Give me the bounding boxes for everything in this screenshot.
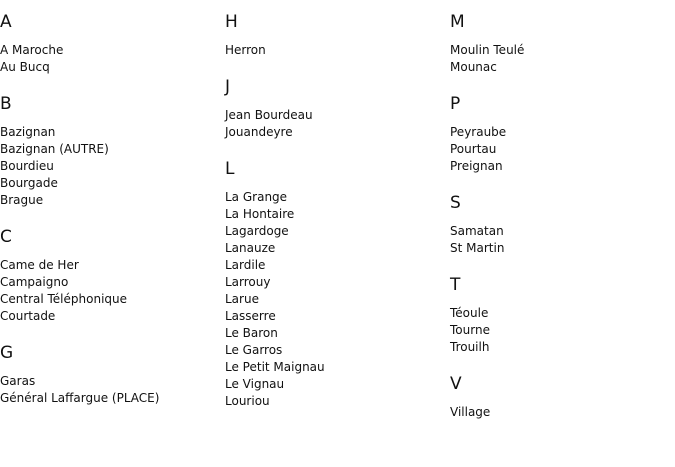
street-link[interactable]: Larue [225,292,259,306]
street-link[interactable]: Herron [225,43,266,57]
street-list [450,42,675,76]
street-link[interactable]: Le Baron [225,326,278,340]
letter-group-v [450,374,675,421]
street-link[interactable]: Bazignan (AUTRE) [0,142,109,156]
letter-group-j [225,77,450,141]
letter-heading: P [450,94,461,114]
letter-heading: G [0,343,14,363]
street-link[interactable]: Moulin Teulé [450,43,525,57]
letter-group-l [225,159,450,410]
street-link[interactable]: Pourtau [450,142,497,156]
letter-heading: H [225,12,238,32]
street-list [0,257,225,325]
street-link[interactable]: Lanauze [225,241,276,255]
letter-group-s [450,193,675,257]
street-link[interactable]: Came de Her [0,258,79,272]
street-link[interactable]: Courtade [0,309,56,323]
street-link[interactable]: Central Téléphonique [0,292,128,306]
street-link[interactable]: Bazignan [0,125,56,139]
street-link[interactable]: Lasserre [225,309,276,323]
street-link[interactable]: La Grange [225,190,288,204]
street-list [0,124,225,209]
street-link[interactable]: Mounac [450,60,497,74]
column-1 [0,0,225,425]
street-link[interactable]: Peyraube [450,125,507,139]
street-link[interactable]: Samatan [450,224,504,238]
street-list [450,404,675,421]
street-link[interactable]: Le Vignau [225,377,285,391]
column-3 [450,0,675,439]
letter-heading: C [0,227,12,247]
street-link[interactable]: Téoule [450,306,489,320]
street-link[interactable]: Général Laffargue (PLACE) [0,391,160,405]
street-list [225,107,450,141]
street-list [450,223,675,257]
street-list [0,373,225,407]
street-link[interactable]: Preignan [450,159,503,173]
street-link[interactable]: Jean Bourdeau [225,108,313,122]
letter-group-b [0,94,225,209]
street-link[interactable]: Au Bucq [0,60,50,74]
street-link[interactable]: Village [450,405,491,419]
letter-group-t [450,275,675,356]
letter-group-a [0,12,225,76]
street-link[interactable]: Brague [0,193,44,207]
letter-heading: V [450,374,462,394]
column-2 [225,0,450,428]
street-link[interactable]: Le Garros [225,343,283,357]
letter-heading: J [225,77,231,97]
letter-heading: S [450,193,461,213]
street-list [450,124,675,175]
street-link[interactable]: La Hontaire [225,207,295,221]
street-link[interactable]: Larrouy [225,275,271,289]
street-link[interactable]: Jouandeyre [225,125,293,139]
street-link[interactable]: Campaigno [0,275,69,289]
street-link[interactable]: Garas [0,374,36,388]
letter-group-c [0,227,225,325]
street-link[interactable]: Le Petit Maignau [225,360,325,374]
street-link[interactable]: Tourne [450,323,490,337]
letter-heading: T [450,275,461,295]
street-link[interactable]: Louriou [225,394,270,408]
street-link[interactable]: Trouilh [450,340,490,354]
letter-heading: A [0,12,12,32]
street-list [0,42,225,76]
street-list [450,305,675,356]
street-link[interactable]: Bourgade [0,176,58,190]
street-list [225,189,450,410]
street-link[interactable]: A Maroche [0,43,64,57]
street-link[interactable]: Lardile [225,258,266,272]
letter-heading: B [0,94,12,114]
street-link[interactable]: St Martin [450,241,505,255]
letter-heading: L [225,159,235,179]
letter-group-h [225,12,450,59]
letter-heading: M [450,12,465,32]
street-list [225,42,450,59]
letter-group-p [450,94,675,175]
street-link[interactable]: Lagardoge [225,224,289,238]
street-link[interactable]: Bourdieu [0,159,54,173]
letter-group-g [0,343,225,407]
letter-group-m [450,12,675,76]
